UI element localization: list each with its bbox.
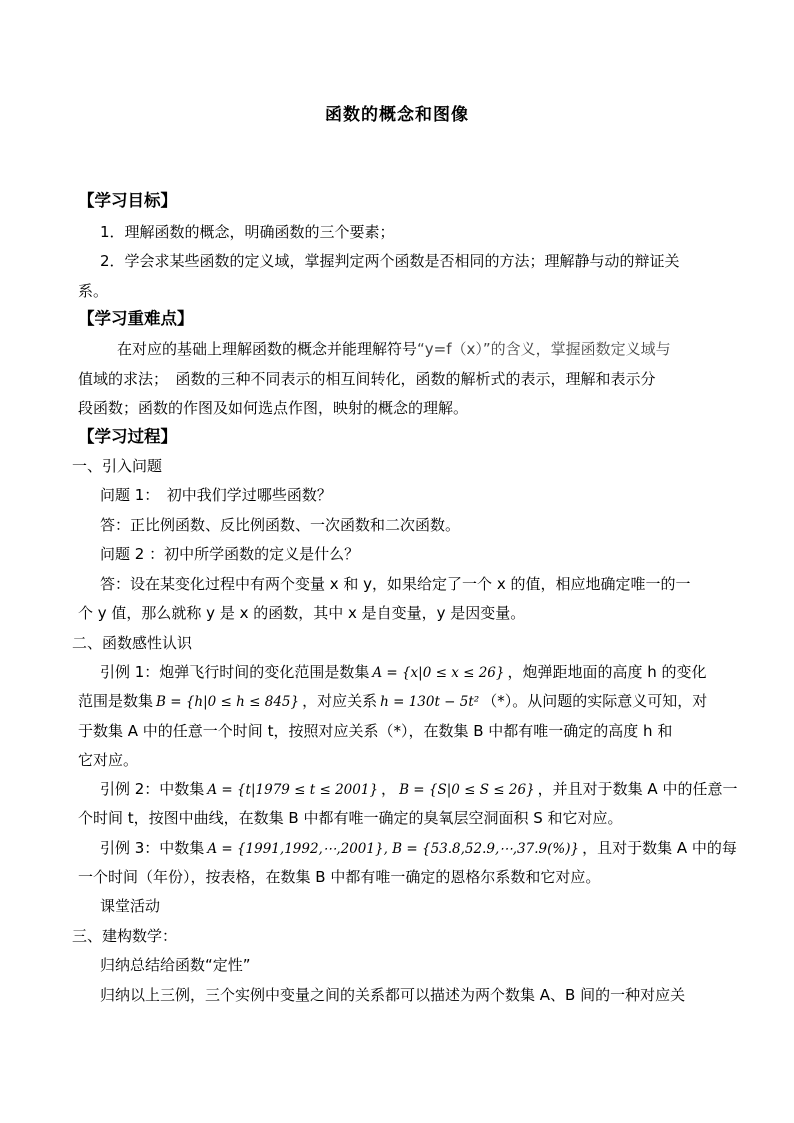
key-line-2: 值域的求法； 函数的三种不同表示的相互间转化，函数的解析式的表示，理解和表示分 — [78, 370, 656, 388]
set-a-formula: A = {x|0 ≤ x ≤ 26} — [372, 665, 505, 681]
example-1-text-b: ，炮弹距地面的高度 h 的变化 — [507, 663, 707, 681]
answer-2-line-1: 答：设在某变化过程中有两个变量 x 和 y，如果给定了一个 x 的值，相应地确定唯一的一 — [100, 575, 691, 593]
induction-line-2: 归纳以上三例，三个实例中变量之间的关系都可以描述为两个数集 A、B 间的一种对应关 — [100, 986, 686, 1004]
answer-1: 答：正比例函数、反比例函数、一次函数和二次函数。 — [100, 516, 461, 534]
example-3-line-1 — [100, 838, 737, 859]
example-2-text-b: ，并且对于数集 A 中的任意一 — [537, 780, 738, 798]
goal-item-2-line-1: 2．学会求某些函数的定义域，掌握判定两个函数是否相同的方法；理解静与动的辩证关 — [100, 252, 680, 270]
goals-heading: 【学习目标】 — [78, 191, 177, 210]
example-1-text-a: 引例 1：炮弹飞行时间的变化范围是数集 — [100, 663, 370, 681]
example-1-line-3: 于数集 A 中的任意一个时间 t，按照对应关系（*），在数集 B 中都有唯一确定的高度 h 和 — [78, 722, 673, 740]
key-line-1-main: 在对应的基础上理解函数的概念并能理解符号 — [117, 340, 418, 358]
example-2-line-2: 个时间 t，按图中曲线，在数集 B 中都有唯一确定的臭氧层空洞面积 S 和它对应。 — [78, 809, 623, 827]
question-1: 问题 1： 初中我们学过哪些函数？ — [100, 486, 332, 504]
key-heading: 【学习重难点】 — [78, 309, 194, 328]
section-3-heading: 三、建构数学： — [72, 927, 178, 945]
set-b-area-formula: B = {S|0 ≤ S ≤ 26} — [399, 782, 535, 798]
goal-item-2-line-2: 系。 — [78, 282, 109, 300]
example-3-text-a: 引例 3：中数集 — [100, 839, 205, 857]
class-activity: 课堂活动 — [100, 897, 161, 915]
example-1-line-2 — [78, 691, 707, 712]
example-3-line-2: 一个时间（年份），按表格，在数集 B 中都有唯一确定的恩格尔系数和它对应。 — [78, 868, 601, 886]
key-line-1 — [117, 339, 671, 359]
key-line-1-symbol: “y=f（x）”的含义，掌握函数定义域与 — [417, 340, 671, 358]
height-formula: h = 130t − 5t² — [380, 694, 480, 710]
section-1-heading: 一、引入问题 — [72, 457, 163, 475]
example-1-line-4: 它对应。 — [78, 751, 139, 769]
example-2-text-a: 引例 2：中数集 — [100, 780, 205, 798]
example-1-text-c: 范围是数集 — [78, 692, 154, 710]
example-3-text-b: ，且对于数集 A 中的每 — [582, 839, 737, 857]
set-engel-formula: A = {1991,1992,⋯,2001}, B = {53.8,52.9,⋯,37.9(%)} — [207, 841, 580, 857]
answer-2-line-2: 个 y 值，那么就称 y 是 x 的函数，其中 x 是自变量，y 是因变量。 — [78, 604, 526, 622]
key-line-3: 段函数；函数的作图及如何选点作图，映射的概念的理解。 — [78, 399, 469, 417]
set-a-years-formula: A = {t|1979 ≤ t ≤ 2001} — [207, 782, 379, 798]
example-1-line-1 — [100, 662, 707, 683]
example-1-text-e: （*）。从问题的实际意义可知，对 — [482, 692, 708, 710]
induction-line-1: 归纳总结给函数“定性” — [100, 956, 251, 974]
example-1-text-d: ，对应关系 — [302, 692, 378, 710]
page-title: 函数的概念和图像 — [325, 105, 469, 125]
set-b-formula: B = {h|0 ≤ h ≤ 845} — [156, 694, 300, 710]
process-heading: 【学习过程】 — [78, 427, 177, 446]
example-2-line-1 — [100, 779, 737, 800]
section-2-heading: 二、函数感性认识 — [72, 634, 193, 652]
example-2-separator: ， — [381, 780, 397, 798]
goal-item-1: 1．理解函数的概念，明确函数的三个要素； — [100, 223, 395, 241]
question-2: 问题 2 ：初中所学函数的定义是什么？ — [100, 545, 360, 563]
